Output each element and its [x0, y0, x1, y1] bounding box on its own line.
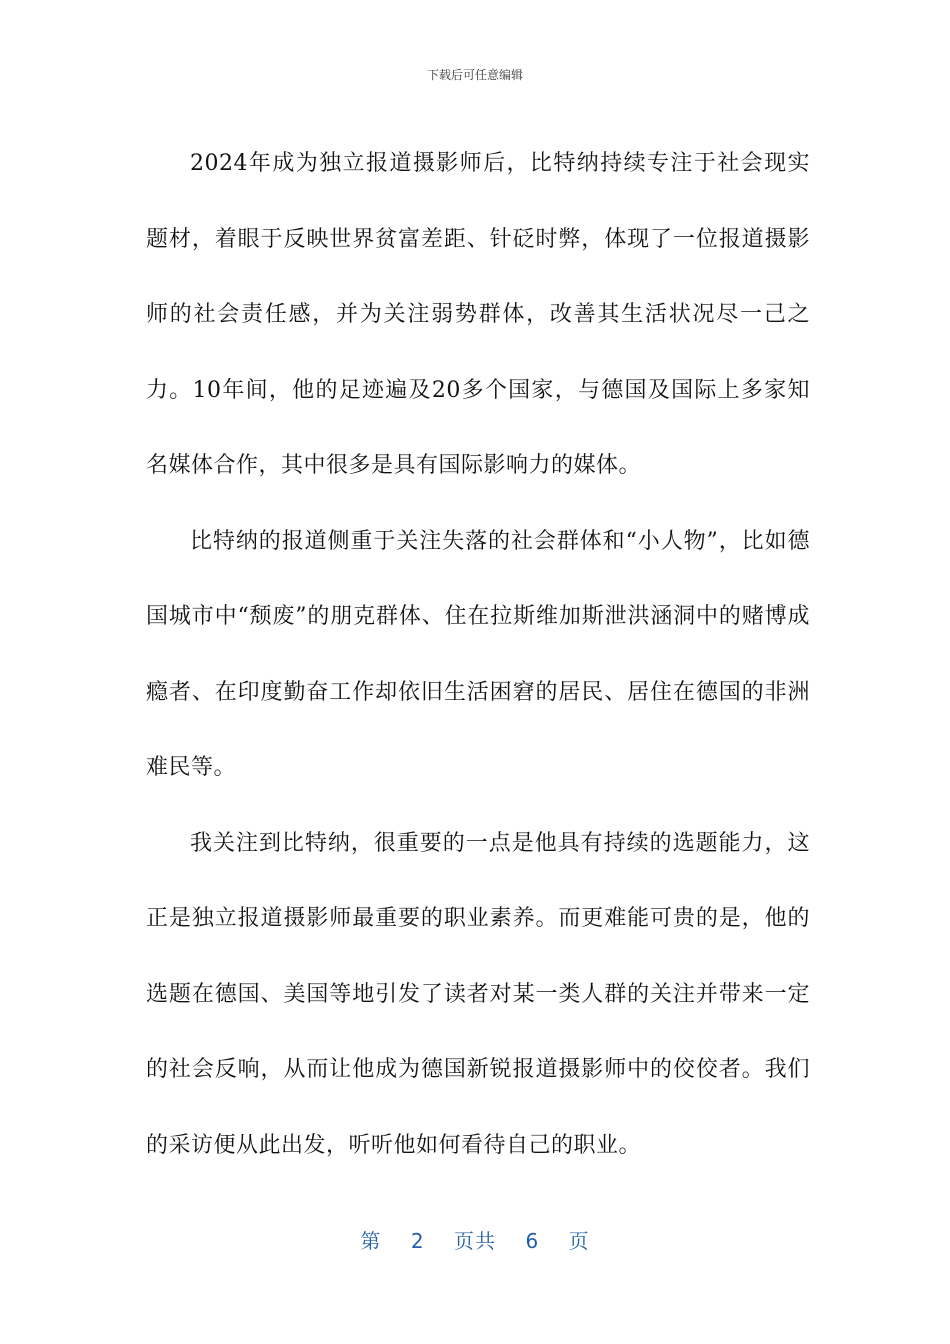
paragraph-2: 比特纳的报道侧重于关注失落的社会群体和“小人物”，比如德国城市中“颓废”的朋克群体、住在拉斯维加斯泄洪涵洞中的赌博成瘾者、在印度勤奋工作却依旧生活困窘的居民、居住在德国的非洲难民等。	[146, 528, 810, 780]
page-number-footer	[0, 1225, 950, 1254]
footer-prefix: 第	[360, 1229, 382, 1253]
footer-suffix: 页	[568, 1229, 590, 1253]
page-header-note: 下载后可任意编辑	[426, 68, 523, 82]
footer-total-pages: 6	[525, 1229, 540, 1253]
paragraph-1: 2024年成为独立报道摄影师后，比特纳持续专注于社会现实题材，着眼于反映世界贫富差距、针砭时弊，体现了一位报道摄影师的社会责任感，并为关注弱势群体，改善其生活状况尽一己之力。10年间，他的足迹遍及20多个国家，与德国及国际上多家知名媒体合作，其中很多是具有国际影响力的媒体。	[146, 151, 810, 478]
footer-current-page: 2	[410, 1229, 425, 1253]
footer-middle: 页共	[454, 1229, 496, 1253]
document-body	[146, 126, 810, 1183]
paragraph-3: 我关注到比特纳，很重要的一点是他具有持续的选题能力，这正是独立报道摄影师最重要的职业素养。而更难能可贵的是，他的选题在德国、美国等地引发了读者对某一类人群的关注并带来一定的社会反响，从而让他成为德国新锐报道摄影师中的佼佼者。我们的采访便从此出发，听听他如何看待自己的职业。	[146, 830, 810, 1158]
